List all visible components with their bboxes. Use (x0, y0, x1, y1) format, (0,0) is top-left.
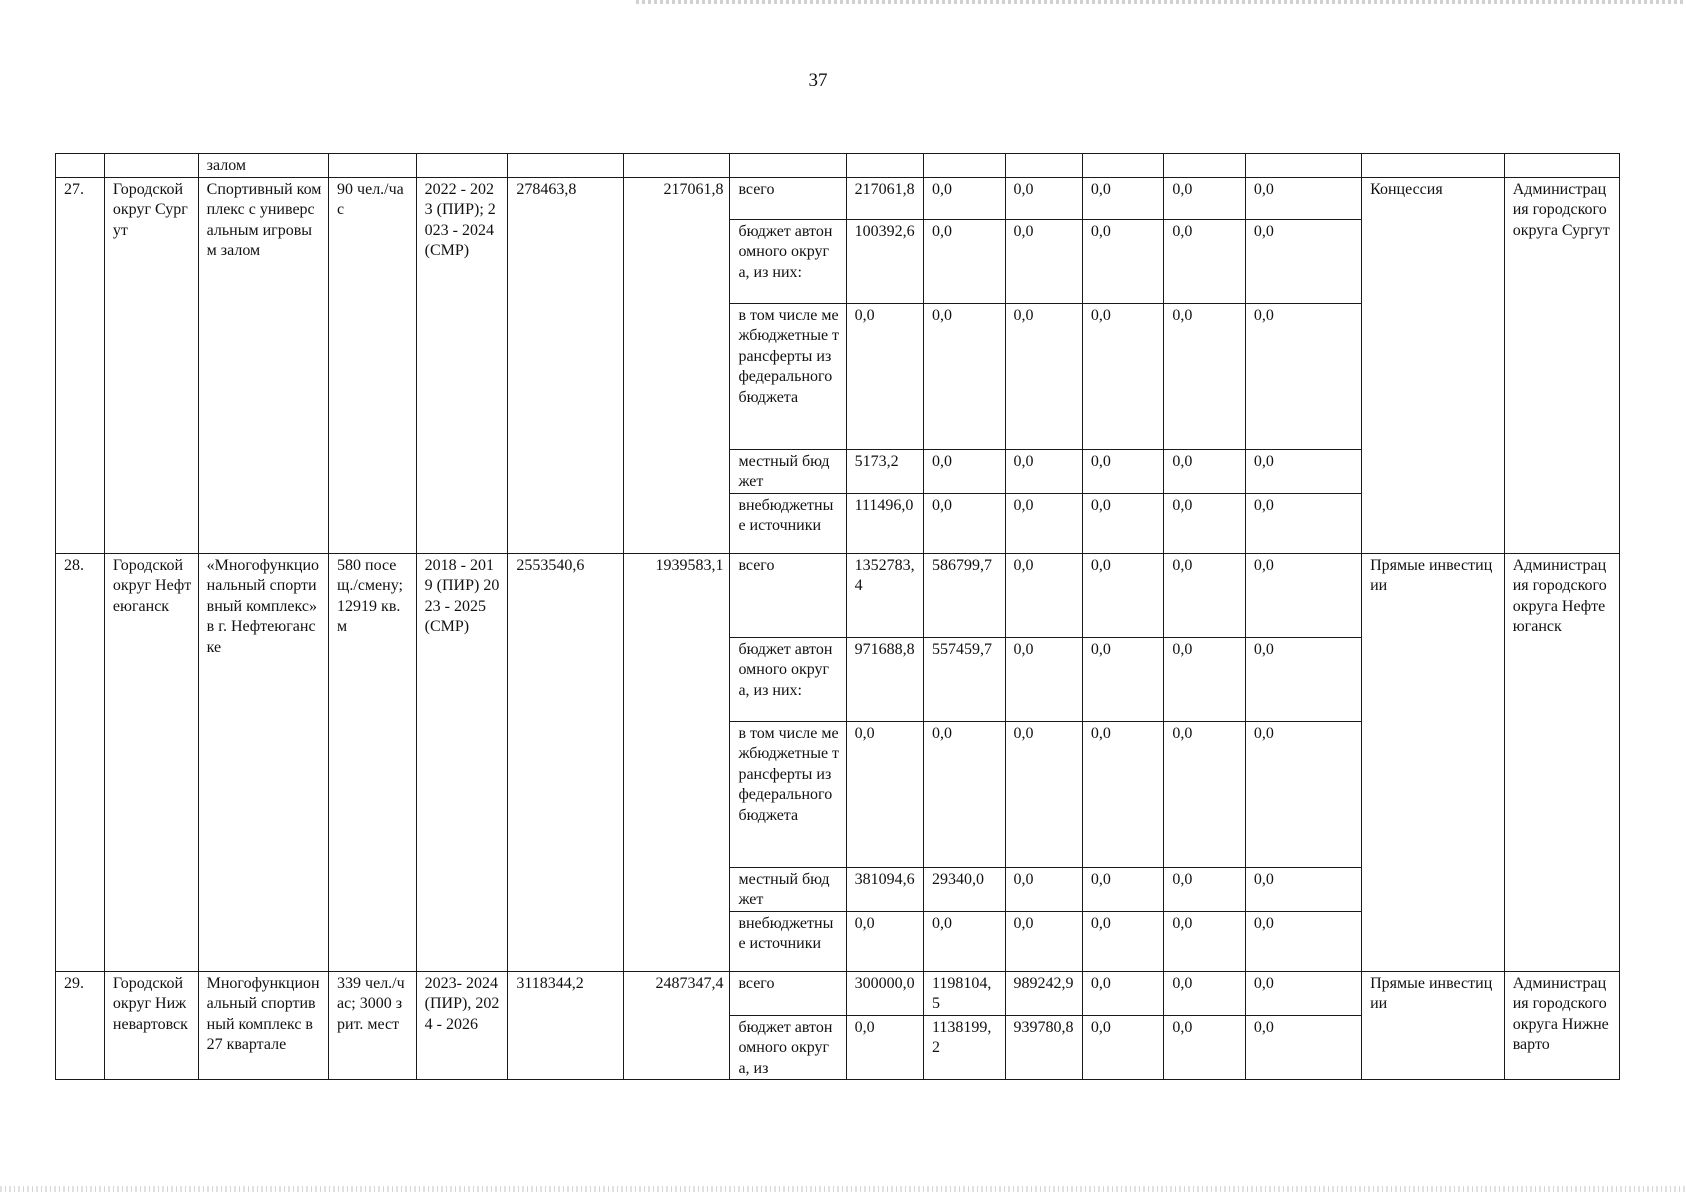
cell-value: 0,0 (1245, 971, 1361, 1015)
cell-blank (846, 154, 923, 178)
cell-value: 0,0 (1005, 219, 1082, 303)
cell-blank (730, 154, 846, 178)
cell-object: «Многофункциональный спортивный комплекс» в г. Нефтеюганске (198, 553, 328, 971)
cell-responsible: Администрация городского округа Сургут (1504, 177, 1619, 553)
cell-value: 300000,0 (846, 971, 923, 1015)
cell-value: 0,0 (1164, 1015, 1246, 1080)
cell-value: 0,0 (1005, 553, 1082, 637)
cell-value: 29340,0 (924, 867, 1006, 911)
table-body (56, 154, 1620, 1080)
cell-cost-remaining: 217061,8 (624, 177, 730, 553)
cell-value: 1138199,2 (924, 1015, 1006, 1080)
cell-value: 5173,2 (846, 449, 923, 493)
cell-object: Многофункциональный спортивный комплекс в 27 квартале (198, 971, 328, 1080)
cell-value: 217061,8 (846, 177, 923, 219)
cell-blank (1362, 154, 1505, 178)
cell-value: 0,0 (924, 219, 1006, 303)
cell-value: 0,0 (1005, 303, 1082, 449)
cell-source-label: местный бюджет (730, 449, 846, 493)
cell-mechanism: Прямые инвестиции (1362, 971, 1505, 1080)
cell-value: 0,0 (1164, 177, 1246, 219)
cell-cost-total: 278463,8 (508, 177, 624, 553)
cell-value: 1352783,4 (846, 553, 923, 637)
cell-value: 0,0 (1082, 177, 1164, 219)
cell-value: 0,0 (1005, 449, 1082, 493)
cell-source-label: в том числе межбюджетные трансферты из федерального бюджета (730, 303, 846, 449)
cell-value: 0,0 (1082, 449, 1164, 493)
cell-value: 0,0 (924, 911, 1006, 971)
cell-value: 0,0 (1164, 971, 1246, 1015)
cell-value: 0,0 (1164, 721, 1246, 867)
cell-blank (104, 154, 198, 178)
page-number: 37 (808, 70, 828, 91)
table-row-continuation (56, 154, 1620, 178)
cell-period: 2023- 2024 (ПИР), 2024 - 2026 (416, 971, 508, 1080)
cell-object: Спортивный комплекс с универсальным игровым залом (198, 177, 328, 553)
cell-value: 0,0 (1245, 721, 1361, 867)
cell-cost-remaining: 1939583,1 (624, 553, 730, 971)
cell-blank (329, 154, 417, 178)
cell-value: 0,0 (924, 493, 1006, 553)
cell-value: 0,0 (1005, 493, 1082, 553)
table-row (56, 177, 1620, 219)
cell-blank (1245, 154, 1361, 178)
cell-value: 0,0 (1164, 911, 1246, 971)
cell-value: 0,0 (1164, 553, 1246, 637)
cell-value: 0,0 (924, 177, 1006, 219)
cell-source-label: бюджет автономного округа, из (730, 1015, 846, 1080)
cell-value: 0,0 (1164, 493, 1246, 553)
cell-blank (508, 154, 624, 178)
cell-value: 1198104,5 (924, 971, 1006, 1015)
cell-value: 0,0 (1082, 493, 1164, 553)
cell-value: 0,0 (1164, 303, 1246, 449)
cell-period: 2022 - 2023 (ПИР); 2023 - 2024 (СМР) (416, 177, 508, 553)
cell-value: 989242,9 (1005, 971, 1082, 1015)
cell-value: 111496,0 (846, 493, 923, 553)
cell-value: 0,0 (846, 721, 923, 867)
cell-value: 0,0 (1164, 219, 1246, 303)
cell-municipality: Городской округ Нефтеюганск (104, 553, 198, 971)
cell-value: 0,0 (846, 911, 923, 971)
cell-capacity: 339 чел./час; 3000 зрит. мест (329, 971, 417, 1080)
cell-value: 0,0 (1245, 303, 1361, 449)
scan-edge-top (636, 0, 1686, 4)
cell-cost-total: 2553540,6 (508, 553, 624, 971)
cell-value: 0,0 (846, 303, 923, 449)
cell-value: 0,0 (1005, 721, 1082, 867)
cell-responsible: Администрация городского округа Нефтеюганск (1504, 553, 1619, 971)
cell-value: 0,0 (1245, 177, 1361, 219)
cell-value: 0,0 (1245, 911, 1361, 971)
cell-capacity: 90 чел./час (329, 177, 417, 553)
cell-source-label: бюджет автономного округа, из них: (730, 637, 846, 721)
scan-edge-bottom (0, 1186, 1686, 1192)
cell-value: 0,0 (1082, 721, 1164, 867)
cell-cost-remaining: 2487347,4 (624, 971, 730, 1080)
table-row (56, 971, 1620, 1015)
cell-source-label: внебюджетные источники (730, 911, 846, 971)
cell-source-label: внебюджетные источники (730, 493, 846, 553)
cell-blank (1005, 154, 1082, 178)
cell-value: 381094,6 (846, 867, 923, 911)
cell-value: 100392,6 (846, 219, 923, 303)
cell-period: 2018 - 2019 (ПИР) 2023 - 2025 (СМР) (416, 553, 508, 971)
cell-value: 0,0 (1245, 553, 1361, 637)
cell-value: 0,0 (1082, 971, 1164, 1015)
cell-municipality: Городской округ Сургут (104, 177, 198, 553)
cell-responsible: Администрация городского округа Нижневарто (1504, 971, 1619, 1080)
cell-blank (924, 154, 1006, 178)
cell-municipality: Городской округ Нижневартовск (104, 971, 198, 1080)
cell-blank (416, 154, 508, 178)
cell-value: 0,0 (1082, 553, 1164, 637)
cell-blank (624, 154, 730, 178)
investment-table (55, 153, 1620, 1080)
cell-value: 939780,8 (1005, 1015, 1082, 1080)
cell-value: 0,0 (1082, 867, 1164, 911)
table-row (56, 553, 1620, 637)
cell-source-label: всего (730, 177, 846, 219)
cell-value: 557459,7 (924, 637, 1006, 721)
cell-number: 27. (56, 177, 105, 553)
cell-object-continuation: залом (198, 154, 328, 178)
cell-value: 0,0 (1164, 867, 1246, 911)
cell-value: 0,0 (1082, 637, 1164, 721)
cell-blank (1082, 154, 1164, 178)
cell-source-label: в том числе межбюджетные трансферты из федерального бюджета (730, 721, 846, 867)
cell-source-label: всего (730, 971, 846, 1015)
cell-blank (1504, 154, 1619, 178)
cell-value: 0,0 (1005, 867, 1082, 911)
cell-number: 28. (56, 553, 105, 971)
cell-value: 0,0 (1245, 867, 1361, 911)
cell-value: 0,0 (1082, 303, 1164, 449)
cell-value: 0,0 (1082, 911, 1164, 971)
cell-value: 0,0 (1164, 449, 1246, 493)
cell-source-label: всего (730, 553, 846, 637)
cell-value: 0,0 (1245, 637, 1361, 721)
cell-value: 0,0 (1082, 1015, 1164, 1080)
cell-number: 29. (56, 971, 105, 1080)
cell-cost-total: 3118344,2 (508, 971, 624, 1080)
cell-value: 0,0 (1245, 1015, 1361, 1080)
cell-value: 0,0 (1082, 219, 1164, 303)
cell-value: 0,0 (924, 721, 1006, 867)
cell-value: 0,0 (1005, 177, 1082, 219)
cell-mechanism: Концессия (1362, 177, 1505, 553)
cell-value: 0,0 (1005, 637, 1082, 721)
cell-value: 0,0 (846, 1015, 923, 1080)
cell-blank (1164, 154, 1246, 178)
cell-value: 971688,8 (846, 637, 923, 721)
cell-value: 0,0 (1245, 493, 1361, 553)
cell-mechanism: Прямые инвестиции (1362, 553, 1505, 971)
cell-value: 0,0 (1005, 911, 1082, 971)
cell-value: 0,0 (1245, 449, 1361, 493)
cell-value: 0,0 (924, 303, 1006, 449)
cell-blank (56, 154, 105, 178)
cell-value: 586799,7 (924, 553, 1006, 637)
cell-value: 0,0 (1164, 637, 1246, 721)
cell-capacity: 580 посещ./смену; 12919 кв. м (329, 553, 417, 971)
cell-source-label: бюджет автономного округа, из них: (730, 219, 846, 303)
cell-value: 0,0 (1245, 219, 1361, 303)
cell-value: 0,0 (924, 449, 1006, 493)
cell-source-label: местный бюджет (730, 867, 846, 911)
